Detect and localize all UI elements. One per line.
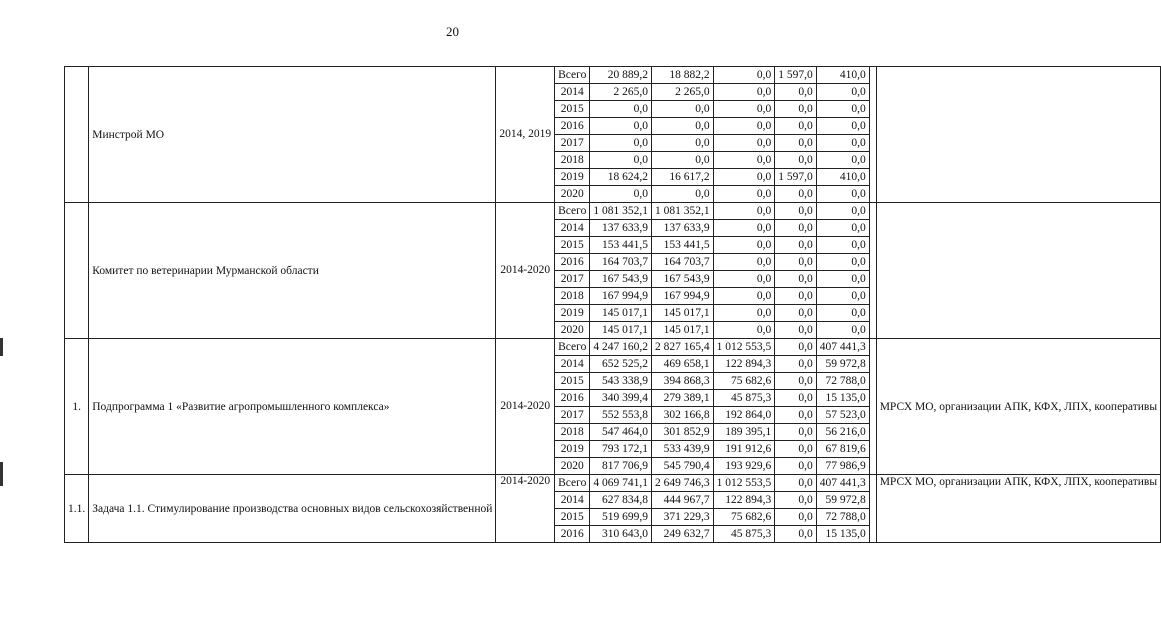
local-budget-cell: 0,0 [775, 424, 817, 441]
year-cell: 2020 [555, 322, 590, 339]
local-budget-cell: 0,0 [775, 254, 817, 271]
other-sources-cell: 57 523,0 [816, 407, 869, 424]
total-cell: 4 247 160,2 [590, 339, 652, 356]
local-budget-cell: 0,0 [775, 271, 817, 288]
row-index [65, 67, 89, 203]
federal-budget-cell: 193 929,6 [713, 458, 775, 475]
local-budget-cell: 0,0 [775, 288, 817, 305]
row-index: 1. [65, 339, 89, 475]
table-row [65, 475, 1161, 492]
total-cell: 547 464,0 [590, 424, 652, 441]
other-sources-cell: 0,0 [816, 322, 869, 339]
total-cell: 0,0 [590, 186, 652, 203]
year-cell: 2018 [555, 288, 590, 305]
other-sources-cell: 0,0 [816, 118, 869, 135]
year-cell: 2019 [555, 441, 590, 458]
regional-budget-cell: 0,0 [651, 135, 713, 152]
budget-table [64, 66, 1161, 543]
local-budget-cell: 0,0 [775, 152, 817, 169]
total-cell: 552 553,8 [590, 407, 652, 424]
federal-budget-cell: 0,0 [713, 186, 775, 203]
regional-budget-cell: 302 166,8 [651, 407, 713, 424]
local-budget-cell: 1 597,0 [775, 169, 817, 186]
federal-budget-cell: 0,0 [713, 152, 775, 169]
year-cell: 2015 [555, 509, 590, 526]
other-sources-cell: 0,0 [816, 220, 869, 237]
regional-budget-cell: 279 389,1 [651, 390, 713, 407]
year-cell: Всего [555, 203, 590, 220]
regional-budget-cell: 18 882,2 [651, 67, 713, 84]
year-cell: 2016 [555, 390, 590, 407]
federal-budget-cell: 0,0 [713, 220, 775, 237]
local-budget-cell: 0,0 [775, 305, 817, 322]
other-sources-cell: 15 135,0 [816, 526, 869, 543]
row-name: Минстрой МО [89, 67, 496, 203]
local-budget-cell: 0,0 [775, 186, 817, 203]
local-budget-cell: 0,0 [775, 526, 817, 543]
local-budget-cell: 0,0 [775, 458, 817, 475]
other-sources-cell: 410,0 [816, 169, 869, 186]
local-budget-cell: 0,0 [775, 356, 817, 373]
total-cell: 2 265,0 [590, 84, 652, 101]
federal-budget-cell: 0,0 [713, 169, 775, 186]
regional-budget-cell: 0,0 [651, 152, 713, 169]
federal-budget-cell: 0,0 [713, 203, 775, 220]
local-budget-cell: 0,0 [775, 373, 817, 390]
federal-budget-cell: 0,0 [713, 84, 775, 101]
year-cell: 2019 [555, 169, 590, 186]
year-cell: 2016 [555, 254, 590, 271]
page-number: 20 [446, 24, 459, 39]
federal-budget-cell: 192 864,0 [713, 407, 775, 424]
year-cell: 2016 [555, 118, 590, 135]
year-cell: 2015 [555, 101, 590, 118]
total-cell: 153 441,5 [590, 237, 652, 254]
regional-budget-cell: 153 441,5 [651, 237, 713, 254]
other-sources-cell: 72 788,0 [816, 373, 869, 390]
year-cell: 2015 [555, 373, 590, 390]
regional-budget-cell: 301 852,9 [651, 424, 713, 441]
local-budget-cell: 0,0 [775, 135, 817, 152]
total-cell: 519 699,9 [590, 509, 652, 526]
total-cell: 310 643,0 [590, 526, 652, 543]
local-budget-cell: 0,0 [775, 101, 817, 118]
local-budget-cell: 0,0 [775, 475, 817, 492]
regional-budget-cell: 444 967,7 [651, 492, 713, 509]
federal-budget-cell: 0,0 [713, 237, 775, 254]
federal-budget-cell: 75 682,6 [713, 509, 775, 526]
federal-budget-cell: 0,0 [713, 67, 775, 84]
total-cell: 20 889,2 [590, 67, 652, 84]
local-budget-cell: 0,0 [775, 390, 817, 407]
year-cell: 2019 [555, 305, 590, 322]
other-sources-cell: 15 135,0 [816, 390, 869, 407]
other-sources-cell: 0,0 [816, 305, 869, 322]
regional-budget-cell: 469 658,1 [651, 356, 713, 373]
year-cell: 2020 [555, 458, 590, 475]
row-period: 2014-2020 [496, 475, 555, 543]
row-name: Комитет по ветеринарии Мурманской области [89, 203, 496, 339]
federal-budget-cell: 0,0 [713, 101, 775, 118]
row-index [65, 203, 89, 339]
total-cell: 18 624,2 [590, 169, 652, 186]
row-period: 2014-2020 [496, 203, 555, 339]
table-row [65, 67, 1161, 84]
regional-budget-cell: 394 868,3 [651, 373, 713, 390]
total-cell: 793 172,1 [590, 441, 652, 458]
regional-budget-cell: 145 017,1 [651, 322, 713, 339]
federal-budget-cell: 122 894,3 [713, 492, 775, 509]
empty-cell [869, 67, 876, 203]
row-period: 2014, 2019 [496, 67, 555, 203]
other-sources-cell: 0,0 [816, 152, 869, 169]
federal-budget-cell: 191 912,6 [713, 441, 775, 458]
total-cell: 0,0 [590, 135, 652, 152]
local-budget-cell: 0,0 [775, 492, 817, 509]
total-cell: 167 994,9 [590, 288, 652, 305]
regional-budget-cell: 167 543,9 [651, 271, 713, 288]
year-cell: 2014 [555, 220, 590, 237]
year-cell: 2014 [555, 84, 590, 101]
local-budget-cell: 0,0 [775, 441, 817, 458]
total-cell: 145 017,1 [590, 322, 652, 339]
regional-budget-cell: 0,0 [651, 101, 713, 118]
total-cell: 627 834,8 [590, 492, 652, 509]
other-sources-cell: 59 972,8 [816, 356, 869, 373]
regional-budget-cell: 167 994,9 [651, 288, 713, 305]
federal-budget-cell: 1 012 553,5 [713, 339, 775, 356]
year-cell: 2017 [555, 407, 590, 424]
local-budget-cell: 0,0 [775, 220, 817, 237]
local-budget-cell: 0,0 [775, 339, 817, 356]
total-cell: 137 633,9 [590, 220, 652, 237]
total-cell: 543 338,9 [590, 373, 652, 390]
row-executors: МРСХ МО, организации АПК, КФХ, ЛПХ, кооперативы [876, 475, 1160, 543]
other-sources-cell: 0,0 [816, 271, 869, 288]
federal-budget-cell: 45 875,3 [713, 390, 775, 407]
table-row [65, 203, 1161, 220]
other-sources-cell: 0,0 [816, 288, 869, 305]
total-cell: 167 543,9 [590, 271, 652, 288]
year-cell: 2017 [555, 271, 590, 288]
federal-budget-cell: 0,0 [713, 135, 775, 152]
federal-budget-cell: 1 012 553,5 [713, 475, 775, 492]
other-sources-cell: 67 819,6 [816, 441, 869, 458]
local-budget-cell: 0,0 [775, 509, 817, 526]
other-sources-cell: 0,0 [816, 101, 869, 118]
other-sources-cell: 72 788,0 [816, 509, 869, 526]
regional-budget-cell: 2 649 746,3 [651, 475, 713, 492]
table-row [65, 339, 1161, 356]
year-cell: 2018 [555, 152, 590, 169]
regional-budget-cell: 145 017,1 [651, 305, 713, 322]
other-sources-cell: 0,0 [816, 135, 869, 152]
row-index: 1.1. [65, 475, 89, 543]
other-sources-cell: 0,0 [816, 237, 869, 254]
local-budget-cell: 0,0 [775, 118, 817, 135]
year-cell: 2015 [555, 237, 590, 254]
local-budget-cell: 0,0 [775, 322, 817, 339]
row-period: 2014-2020 [496, 339, 555, 475]
total-cell: 145 017,1 [590, 305, 652, 322]
year-cell: 2018 [555, 424, 590, 441]
total-cell: 4 069 741,1 [590, 475, 652, 492]
total-cell: 0,0 [590, 118, 652, 135]
year-cell: Всего [555, 339, 590, 356]
other-sources-cell: 59 972,8 [816, 492, 869, 509]
local-budget-cell: 1 597,0 [775, 67, 817, 84]
regional-budget-cell: 371 229,3 [651, 509, 713, 526]
total-cell: 1 081 352,1 [590, 203, 652, 220]
row-name: Подпрограмма 1 «Развитие агропромышленного комплекса» [89, 339, 496, 475]
row-name: Задача 1.1. Стимулирование производства основных видов сельскохозяйственной [89, 475, 496, 543]
total-cell: 0,0 [590, 101, 652, 118]
regional-budget-cell: 137 633,9 [651, 220, 713, 237]
federal-budget-cell: 0,0 [713, 254, 775, 271]
regional-budget-cell: 0,0 [651, 118, 713, 135]
other-sources-cell: 407 441,3 [816, 475, 869, 492]
year-cell: Всего [555, 475, 590, 492]
year-cell: 2020 [555, 186, 590, 203]
total-cell: 652 525,2 [590, 356, 652, 373]
total-cell: 164 703,7 [590, 254, 652, 271]
regional-budget-cell: 16 617,2 [651, 169, 713, 186]
regional-budget-cell: 2 265,0 [651, 84, 713, 101]
empty-cell [869, 203, 876, 339]
regional-budget-cell: 2 827 165,4 [651, 339, 713, 356]
other-sources-cell: 0,0 [816, 84, 869, 101]
binding-mark-lower [0, 462, 3, 486]
other-sources-cell: 0,0 [816, 203, 869, 220]
federal-budget-cell: 0,0 [713, 118, 775, 135]
regional-budget-cell: 249 632,7 [651, 526, 713, 543]
empty-cell [869, 475, 876, 543]
regional-budget-cell: 545 790,4 [651, 458, 713, 475]
federal-budget-cell: 0,0 [713, 271, 775, 288]
total-cell: 340 399,4 [590, 390, 652, 407]
year-cell: 2014 [555, 492, 590, 509]
local-budget-cell: 0,0 [775, 203, 817, 220]
local-budget-cell: 0,0 [775, 407, 817, 424]
year-cell: 2014 [555, 356, 590, 373]
federal-budget-cell: 0,0 [713, 322, 775, 339]
binding-mark-upper [0, 338, 3, 356]
row-executors [876, 203, 1160, 339]
empty-cell [869, 339, 876, 475]
other-sources-cell: 77 986,9 [816, 458, 869, 475]
regional-budget-cell: 164 703,7 [651, 254, 713, 271]
federal-budget-cell: 122 894,3 [713, 356, 775, 373]
total-cell: 817 706,9 [590, 458, 652, 475]
regional-budget-cell: 0,0 [651, 186, 713, 203]
other-sources-cell: 407 441,3 [816, 339, 869, 356]
other-sources-cell: 0,0 [816, 186, 869, 203]
other-sources-cell: 56 216,0 [816, 424, 869, 441]
year-cell: 2016 [555, 526, 590, 543]
other-sources-cell: 0,0 [816, 254, 869, 271]
other-sources-cell: 410,0 [816, 67, 869, 84]
regional-budget-cell: 1 081 352,1 [651, 203, 713, 220]
local-budget-cell: 0,0 [775, 237, 817, 254]
federal-budget-cell: 45 875,3 [713, 526, 775, 543]
federal-budget-cell: 0,0 [713, 288, 775, 305]
year-cell: 2017 [555, 135, 590, 152]
total-cell: 0,0 [590, 152, 652, 169]
regional-budget-cell: 533 439,9 [651, 441, 713, 458]
federal-budget-cell: 189 395,1 [713, 424, 775, 441]
row-executors [876, 67, 1160, 203]
federal-budget-cell: 75 682,6 [713, 373, 775, 390]
row-executors: МРСХ МО, организации АПК, КФХ, ЛПХ, кооперативы [876, 339, 1160, 475]
local-budget-cell: 0,0 [775, 84, 817, 101]
federal-budget-cell: 0,0 [713, 305, 775, 322]
year-cell: Всего [555, 67, 590, 84]
